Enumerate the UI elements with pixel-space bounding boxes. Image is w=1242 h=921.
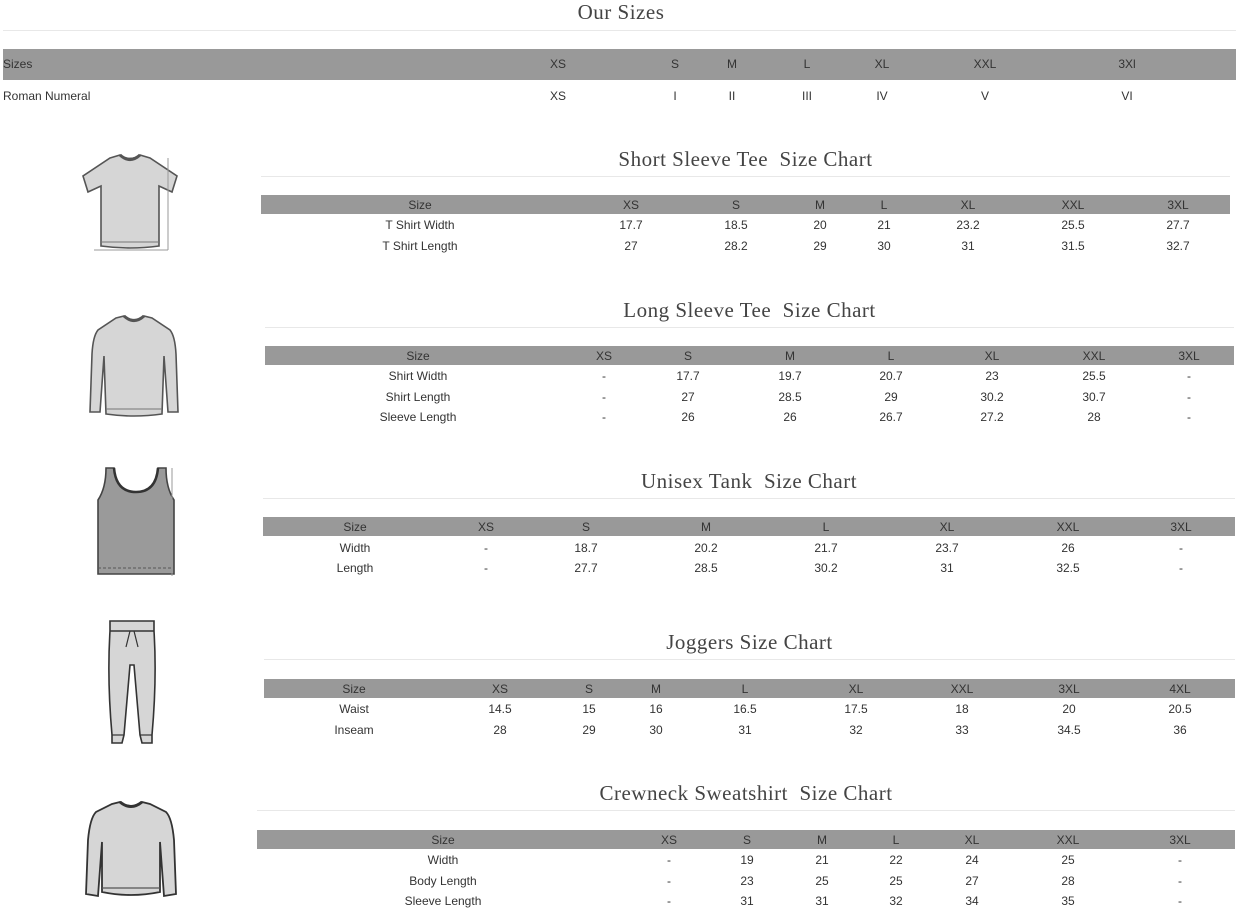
size-header-cell: XL (960, 198, 976, 212)
long-sleeve-icon (88, 314, 180, 418)
measurement-cell: - (1187, 410, 1191, 424)
size-header-cell: 4XL (1169, 682, 1191, 696)
measurement-cell: 30.7 (1082, 390, 1106, 404)
measurement-cell: 28 (1061, 874, 1075, 888)
measurement-cell: 27 (681, 390, 695, 404)
sizes-header-cell: 3Xl (1118, 57, 1136, 71)
measurement-cell: 15 (582, 702, 596, 716)
measurement-cell: 20.5 (1168, 702, 1192, 716)
measurement-cell: 23 (740, 874, 754, 888)
size-header-cell: XXL (1082, 349, 1106, 363)
measurement-cell: 27 (624, 239, 638, 253)
measurement-cell: 18 (955, 702, 969, 716)
size-header-cell: S (742, 833, 752, 847)
measurement-cell: - (1179, 561, 1183, 575)
size-header-cell: XXL (1056, 520, 1080, 534)
measurement-cell: 30.2 (814, 561, 838, 575)
measurement-cell: - (667, 894, 671, 908)
tank-title: Unisex Tank Size Chart (640, 469, 858, 493)
measurement-cell: 32 (889, 894, 903, 908)
measurement-cell: 31 (961, 239, 975, 253)
measurement-cell: 34 (965, 894, 979, 908)
measurement-cell: 26 (783, 410, 797, 424)
size-header-cell: 3XL (1058, 682, 1080, 696)
measurement-cell: 19 (740, 853, 754, 867)
size-header-cell: 3XL (1170, 520, 1192, 534)
measurement-cell: 23.2 (956, 218, 980, 232)
measurement-cell: 31 (940, 561, 954, 575)
measurement-cell: 28 (493, 723, 507, 737)
measurement-cell: - (602, 369, 606, 383)
sizes-cell: I (673, 89, 677, 103)
measurement-cell: 27.2 (980, 410, 1004, 424)
measurement-cell: 22 (889, 853, 903, 867)
measurement-label: Width (427, 853, 459, 867)
measurement-cell: 30 (877, 239, 891, 253)
measurement-cell: 33 (955, 723, 969, 737)
measurement-cell: 19.7 (778, 369, 802, 383)
measurement-label: Shirt Length (385, 390, 451, 404)
measurement-cell: 18.5 (724, 218, 748, 232)
measurement-label: T Shirt Length (382, 239, 458, 253)
tank-divider (263, 498, 1235, 499)
measurement-cell: 35 (1061, 894, 1075, 908)
measurement-cell: 34.5 (1057, 723, 1081, 737)
measurement-cell: 25.5 (1061, 218, 1085, 232)
size-header-cell: L (892, 833, 900, 847)
title-divider (3, 30, 1236, 31)
size-header-cell: XS (622, 198, 640, 212)
measurement-cell: 16 (649, 702, 663, 716)
measurement-cell: 30 (649, 723, 663, 737)
measurement-cell: 25.5 (1082, 369, 1106, 383)
size-header-cell: M (817, 833, 827, 847)
sizes-cell: II (728, 89, 736, 103)
short-sleeve-title: Short Sleeve Tee Size Chart (618, 147, 873, 171)
sizes-cell: V (980, 89, 990, 103)
measurement-label: Sleeve Length (379, 410, 457, 424)
measurement-cell: - (1178, 853, 1182, 867)
measurement-label: Shirt Width (388, 369, 448, 383)
measurement-cell: 16.5 (733, 702, 757, 716)
measurement-cell: - (1187, 390, 1191, 404)
measurement-cell: 21.7 (814, 541, 838, 555)
measurement-cell: 20 (813, 218, 827, 232)
size-header-cell: XL (848, 682, 864, 696)
size-header-cell: S (581, 520, 591, 534)
measurement-cell: 25 (889, 874, 903, 888)
measurement-cell: 29 (884, 390, 898, 404)
size-header-cell: XXL (1056, 833, 1080, 847)
long-sleeve-divider (265, 327, 1234, 328)
measurement-cell: 32.7 (1166, 239, 1190, 253)
measurement-cell: 27 (965, 874, 979, 888)
size-header-cell: M (785, 349, 795, 363)
sizes-cell: VI (1121, 89, 1133, 103)
measurement-label: Body Length (409, 874, 477, 888)
measurement-cell: 20.2 (694, 541, 718, 555)
tank-header-bar (263, 517, 1235, 536)
long-sleeve-title: Long Sleeve Tee Size Chart (623, 298, 876, 322)
sizes-header-cell: XS (549, 57, 567, 71)
size-header-cell: Size (408, 198, 432, 212)
measurement-cell: - (1178, 874, 1182, 888)
measurement-cell: 20 (1062, 702, 1076, 716)
measurement-label: Length (336, 561, 374, 575)
sizes-header-cell: L (803, 57, 811, 71)
joggers-title: Joggers Size Chart (666, 630, 833, 654)
measurement-label: Sleeve Length (404, 894, 482, 908)
size-header-cell: Size (431, 833, 455, 847)
measurement-cell: 29 (813, 239, 827, 253)
measurement-cell: 31.5 (1061, 239, 1085, 253)
tank-icon (96, 466, 176, 578)
measurement-cell: 24 (965, 853, 979, 867)
measurement-cell: - (1178, 894, 1182, 908)
measurement-cell: 18.7 (574, 541, 598, 555)
measurement-cell: 32.5 (1056, 561, 1080, 575)
size-header-cell: M (701, 520, 711, 534)
measurement-cell: - (602, 410, 606, 424)
measurement-cell: 21 (815, 853, 829, 867)
measurement-cell: 21 (877, 218, 891, 232)
short-sleeve-divider (261, 176, 1230, 177)
measurement-cell: 27.7 (574, 561, 598, 575)
measurement-cell: 26.7 (879, 410, 903, 424)
size-header-cell: 3XL (1169, 833, 1191, 847)
size-header-cell: Size (406, 349, 430, 363)
sizes-header-cell: M (727, 57, 737, 71)
sizes-cell: IV (876, 89, 888, 103)
measurement-cell: 28.2 (724, 239, 748, 253)
measurement-cell: 14.5 (488, 702, 512, 716)
measurement-cell: 28.5 (694, 561, 718, 575)
measurement-cell: 26 (681, 410, 695, 424)
measurement-cell: 28.5 (778, 390, 802, 404)
joggers-divider (264, 659, 1235, 660)
crewneck-divider (257, 810, 1235, 811)
measurement-cell: 17.7 (619, 218, 643, 232)
size-header-cell: XS (491, 682, 509, 696)
measurement-cell: - (667, 853, 671, 867)
measurement-cell: - (602, 390, 606, 404)
sizes-header-cell: S (670, 57, 680, 71)
measurement-cell: 32 (849, 723, 863, 737)
sizes-header-cell: XXL (973, 57, 997, 71)
measurement-cell: - (1179, 541, 1183, 555)
measurement-label: Inseam (334, 723, 374, 737)
size-header-cell: M (815, 198, 825, 212)
measurement-cell: 31 (738, 723, 752, 737)
size-header-cell: 3XL (1178, 349, 1200, 363)
size-header-cell: XL (939, 520, 955, 534)
size-header-cell: L (887, 349, 895, 363)
joggers-header-bar (264, 679, 1235, 698)
measurement-cell: - (484, 561, 488, 575)
measurement-cell: 26 (1061, 541, 1075, 555)
measurement-cell: - (1187, 369, 1191, 383)
size-header-cell: L (880, 198, 888, 212)
size-header-cell: XL (984, 349, 1000, 363)
size-header-cell: L (741, 682, 749, 696)
measurement-label: Width (339, 541, 371, 555)
size-header-cell: XXL (1061, 198, 1085, 212)
size-header-cell: Size (343, 520, 367, 534)
sizes-header-bar (3, 49, 1236, 80)
size-header-cell: XS (595, 349, 613, 363)
measurement-label: T Shirt Width (385, 218, 455, 232)
measurement-cell: 27.7 (1166, 218, 1190, 232)
measurement-cell: 23 (985, 369, 999, 383)
tshirt-icon (80, 152, 180, 252)
measurement-cell: - (484, 541, 488, 555)
measurement-cell: 20.7 (879, 369, 903, 383)
crewneck-title: Crewneck Sweatshirt Size Chart (599, 781, 893, 805)
size-header-cell: XS (660, 833, 678, 847)
measurement-cell: 28 (1087, 410, 1101, 424)
measurement-cell: - (667, 874, 671, 888)
page-title: Our Sizes (577, 0, 665, 24)
size-header-cell: XS (477, 520, 495, 534)
size-header-cell: S (683, 349, 693, 363)
measurement-cell: 36 (1173, 723, 1187, 737)
size-header-cell: XL (964, 833, 980, 847)
measurement-cell: 23.7 (935, 541, 959, 555)
size-header-cell: XXL (950, 682, 974, 696)
size-header-cell: 3XL (1167, 198, 1189, 212)
measurement-label: Waist (339, 702, 369, 716)
sizes-cell: XS (549, 89, 567, 103)
measurement-cell: 30.2 (980, 390, 1004, 404)
sizes-cell: III (801, 89, 813, 103)
measurement-cell: 29 (582, 723, 596, 737)
sizes-row-label: Roman Numeral (3, 89, 91, 103)
size-header-cell: S (731, 198, 741, 212)
measurement-cell: 31 (740, 894, 754, 908)
size-header-cell: L (822, 520, 830, 534)
sweatshirt-icon (84, 800, 178, 902)
measurement-cell: 25 (815, 874, 829, 888)
measurement-cell: 17.5 (844, 702, 868, 716)
size-header-cell: Size (342, 682, 366, 696)
measurement-cell: 25 (1061, 853, 1075, 867)
size-header-cell: S (584, 682, 594, 696)
sizes-header-cell: Sizes (3, 57, 33, 71)
measurement-cell: 31 (815, 894, 829, 908)
sizes-header-cell: XL (874, 57, 890, 71)
joggers-icon (104, 619, 160, 749)
measurement-cell: 17.7 (676, 369, 700, 383)
size-header-cell: M (651, 682, 661, 696)
